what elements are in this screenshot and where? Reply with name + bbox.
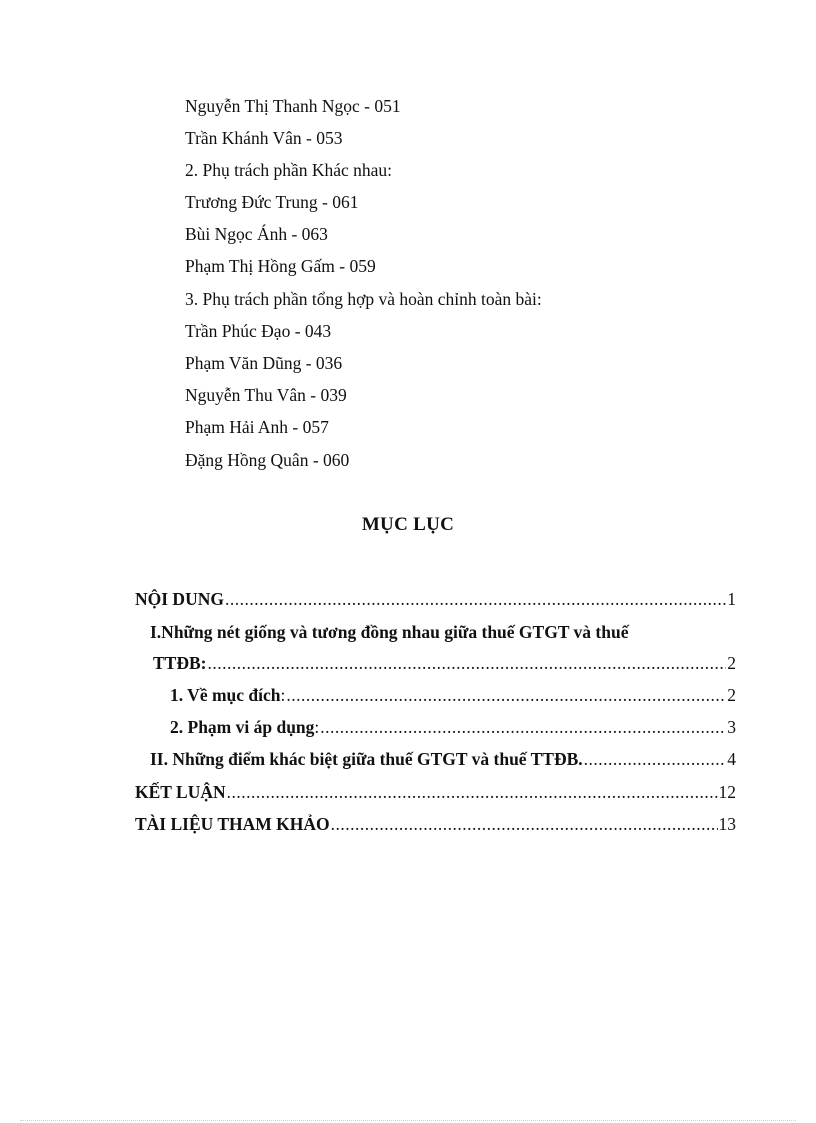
toc-leader-dots	[225, 587, 726, 611]
member-line: Trần Phúc Đạo - 043	[185, 321, 332, 341]
member-line: Nguyễn Thu Vân - 039	[185, 385, 347, 405]
toc-leader-dots	[331, 812, 718, 836]
member-line: Phạm Văn Dũng - 036	[185, 353, 343, 373]
member-line: Phạm Hải Anh - 057	[185, 417, 329, 437]
toc-page-number: 1	[727, 589, 736, 609]
member-line: Phạm Thị Hồng Gấm - 059	[185, 256, 376, 276]
toc-entry-sub2[interactable]	[170, 715, 736, 739]
section-heading: 3. Phụ trách phần tổng hợp và hoàn chỉnh toàn bài:	[185, 289, 542, 309]
toc-entry-label: TÀI LIỆU THAM KHẢO	[135, 814, 330, 834]
toc-entry-noi-dung[interactable]	[135, 587, 736, 611]
member-line: Nguyễn Thị Thanh Ngọc - 051	[185, 96, 401, 116]
toc-page-number: 2	[727, 685, 736, 705]
toc-entry-colon: :	[314, 717, 320, 737]
toc-page-number: 13	[718, 814, 736, 834]
toc-entry-section1-line1[interactable]: I.Những nét giống và tương đồng nhau giữa thuế GTGT và thuế	[150, 622, 629, 642]
toc-leader-dots	[227, 780, 718, 804]
toc-entry-colon: :	[280, 685, 286, 705]
member-line: Bùi Ngọc Ánh - 063	[185, 224, 328, 244]
member-line: Trần Khánh Vân - 053	[185, 128, 343, 148]
member-line: Đặng Hồng Quân - 060	[185, 450, 350, 470]
section-heading: 2. Phụ trách phần Khác nhau:	[185, 160, 393, 180]
toc-leader-dots	[207, 651, 726, 675]
toc-leader-dots	[584, 747, 727, 771]
toc-entry-label: NỘI DUNG	[135, 589, 224, 609]
toc-page-number: 4	[727, 749, 736, 769]
toc-entry-label: TTĐB:	[153, 653, 207, 673]
toc-entry-label: KẾT LUẬN	[135, 782, 226, 802]
toc-leader-dots	[286, 683, 726, 707]
member-line: Trương Đức Trung - 061	[185, 192, 359, 212]
toc-entry-section1[interactable]	[153, 651, 736, 675]
toc-page-number: 2	[727, 653, 736, 673]
page-bottom-rule	[20, 1120, 796, 1121]
toc-entry-label: 2. Phạm vi áp dụng	[170, 717, 315, 737]
toc-entry-section2[interactable]	[150, 747, 736, 771]
toc-entry-sub1[interactable]	[170, 683, 736, 707]
toc-page-number: 3	[727, 717, 736, 737]
toc-title: MỤC LỤC	[361, 514, 455, 535]
toc-entry-label: II. Những điểm khác biệt giữa thuế GTGT và thuế TTĐB.	[150, 749, 583, 769]
toc-page-number: 12	[718, 782, 736, 802]
toc-leader-dots	[320, 715, 726, 739]
toc-entry-label: 1. Về mục đích	[170, 685, 281, 705]
toc-entry-ket-luan[interactable]	[135, 780, 736, 804]
toc-entry-tai-lieu[interactable]	[135, 812, 736, 836]
